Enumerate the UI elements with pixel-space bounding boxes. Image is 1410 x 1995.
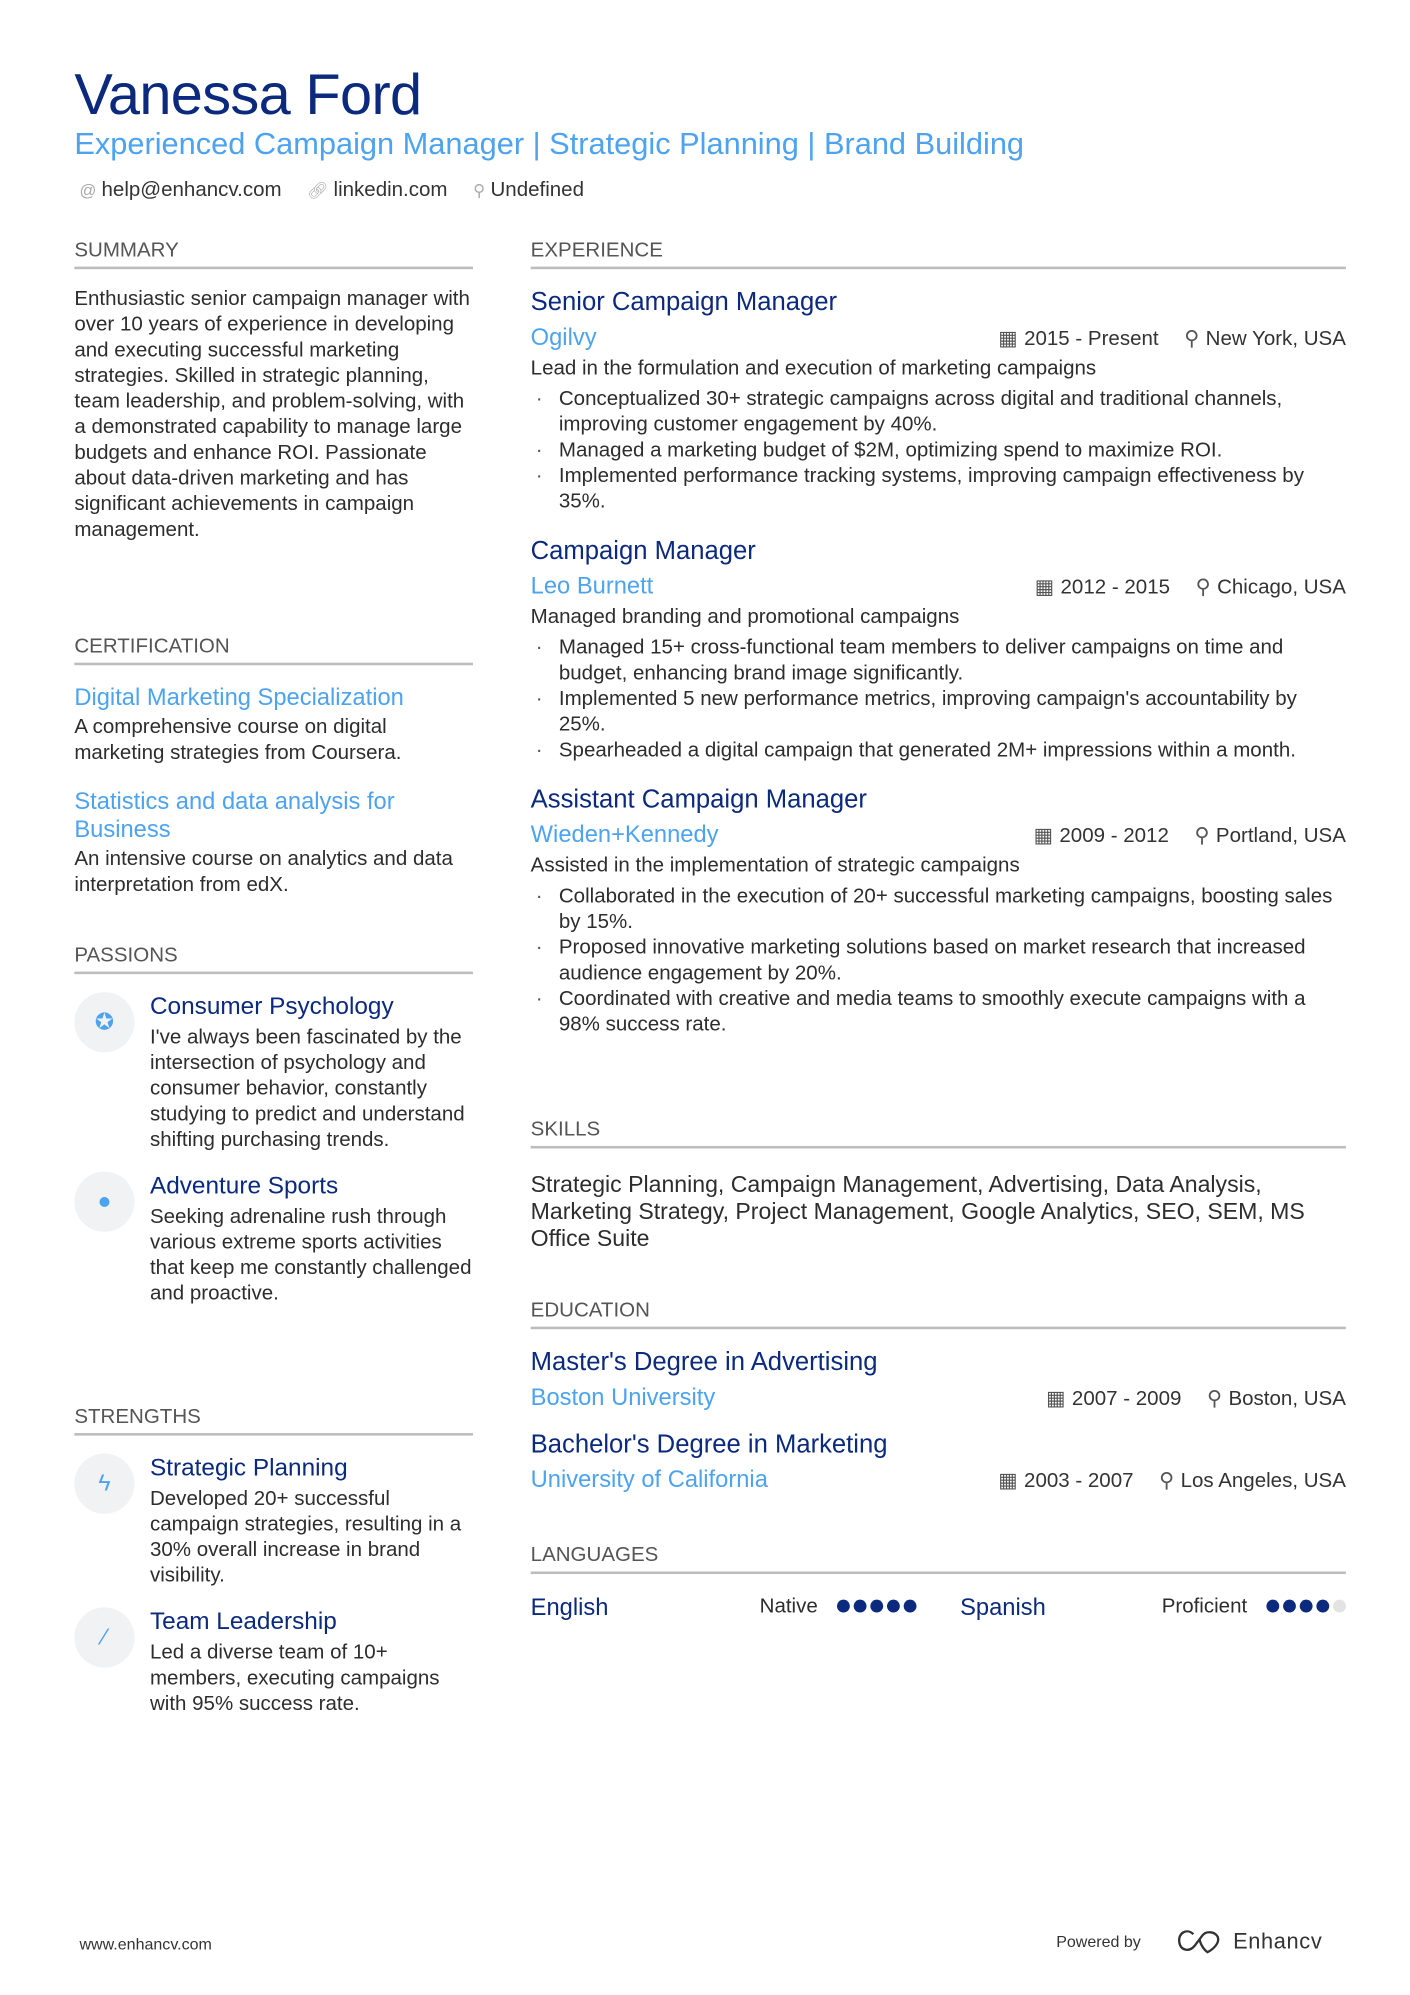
language-rating <box>1263 1596 1346 1619</box>
skills-text: Strategic Planning, Campaign Management, Advertising, Data Analysis, Marketing Strategy, Project Management, Google Analytics, SEO, SEM, MS Office Suite <box>530 1171 1305 1252</box>
education-meta <box>1046 1386 1346 1412</box>
footer-powered: Powered by <box>1056 1932 1141 1951</box>
language-level: Native <box>759 1595 818 1618</box>
school-name: University of California <box>530 1465 768 1493</box>
job-dates: ▦ 2015 - Present <box>998 328 1159 350</box>
certification-desc: A comprehensive course on digital marketing strategies from Coursera. <box>74 716 402 764</box>
education-entry <box>531 1347 1346 1411</box>
job-bullet: · Conceptualized 30+ strategic campaigns across digital and traditional channels, improving customer engagement by 40%. <box>531 387 1346 438</box>
link-icon: 🔗︎ <box>307 180 329 200</box>
contact-list <box>79 179 584 202</box>
certification-title: Digital Marketing Specialization <box>74 683 404 711</box>
degree-title: Master's Degree in Advertising <box>530 1348 878 1377</box>
summary-text: Enthusiastic senior campaign manager with over 10 years of experience in developing and executing successful marketing strategies. Skilled in strategic planning, team leadership, and problem-solving, with a demonstrated capability to manage large budgets and enhance ROI. Passionate about data-driven marketing and has significant achievements in campaign management. <box>74 288 470 541</box>
rating-dot <box>870 1600 883 1613</box>
passion-desc: I've always been fascinated by the intersection of psychology and consumer behavior, constantly studying to predict and understand shifting purchasing trends. <box>149 1026 465 1152</box>
job-meta <box>998 326 1346 352</box>
job-title: Assistant Campaign Manager <box>530 785 867 814</box>
job-bullet: · Collaborated in the execution of 20+ successful marketing campaigns, boosting sales by 15%. <box>531 884 1346 935</box>
language-level: Proficient <box>1161 1595 1248 1618</box>
job-location: ⚲ Portland, USA <box>1194 825 1346 848</box>
strength-title: Strategic Planning <box>149 1454 348 1482</box>
location-icon: ⚲ <box>1184 328 1200 350</box>
summary-section <box>74 240 473 544</box>
education-location: ⚲ Boston, USA <box>1207 1388 1346 1410</box>
enhancv-logo <box>1177 1929 1323 1955</box>
education-dates: ▦ 2007 - 2009 <box>1046 1388 1182 1410</box>
passion-desc: Seeking adrenaline rush through various extreme sports activities that keep me constantly challenged and proactive. <box>149 1206 472 1305</box>
location-icon: ⚲ <box>1194 825 1210 848</box>
job-bullet: · Implemented performance tracking systems, improving campaign effectiveness by 35%. <box>531 464 1346 515</box>
section-heading: LANGUAGES <box>531 1545 1346 1574</box>
language-item <box>960 1592 1346 1623</box>
experience-section <box>531 240 1346 1059</box>
job-meta <box>1034 823 1346 849</box>
calendar-icon: ▦ <box>998 1470 1018 1493</box>
job-dates: ▦ 2012 - 2015 <box>1034 576 1171 599</box>
location-icon: ⚲ <box>1159 1470 1175 1493</box>
job-meta <box>1035 574 1346 600</box>
rating-dot <box>837 1600 850 1613</box>
contact-location: ⚲ Undefined <box>473 179 585 202</box>
rating-dot <box>887 1600 900 1613</box>
rating-dot <box>1316 1600 1329 1613</box>
award-icon: ✪ <box>74 992 134 1052</box>
location-icon: ⚲ <box>1207 1388 1223 1410</box>
passion-title: Consumer Psychology <box>149 993 394 1021</box>
education-location: ⚲ Los Angeles, USA <box>1159 1470 1346 1493</box>
section-heading: PASSIONS <box>74 945 473 974</box>
language-rating <box>833 1596 916 1619</box>
job-bullet: · Proposed innovative marketing solutions based on market research that increased audience engagement by 20%. <box>531 936 1346 987</box>
job-meta-row <box>531 572 1346 600</box>
education-section <box>531 1300 1346 1511</box>
footer-site[interactable]: www.enhancv.com <box>79 1935 212 1954</box>
section-heading: EDUCATION <box>531 1300 1346 1329</box>
contact-email[interactable]: @ help@enhancv.com <box>79 179 282 202</box>
job-title: Campaign Manager <box>530 537 756 566</box>
contact-linkedin[interactable]: 🔗︎ linkedin.com <box>307 179 448 202</box>
passion-title: Adventure Sports <box>149 1172 339 1200</box>
section-heading: SKILLS <box>531 1119 1346 1148</box>
job-meta-row <box>531 820 1346 848</box>
at-icon: @ <box>79 180 97 200</box>
certification-section <box>74 636 473 899</box>
strength-desc: Led a diverse team of 10+ members, executing campaigns with 95% success rate. <box>149 1641 440 1716</box>
job-dates: ▦ 2009 - 2012 <box>1033 825 1169 848</box>
job-entry <box>531 536 1346 764</box>
company-name: Wieden+Kennedy <box>530 820 719 848</box>
head-icon: ● <box>74 1172 134 1232</box>
skills-section <box>531 1119 1346 1252</box>
languages-section <box>531 1545 1346 1623</box>
job-entry <box>531 287 1346 515</box>
passion-item <box>74 992 473 1154</box>
location-icon: ⚲ <box>1195 576 1211 599</box>
section-heading: STRENGTHS <box>74 1406 473 1435</box>
job-bullet: · Implemented 5 new performance metrics, improving campaign's accountability by 25%. <box>531 687 1346 738</box>
certification-title: Statistics and data analysis for Business <box>74 787 395 843</box>
candidate-name: Vanessa Ford <box>74 61 422 127</box>
certification-item <box>74 787 473 899</box>
language-item <box>531 1592 917 1623</box>
job-bullet: · Managed a marketing budget of $2M, optimizing spend to maximize ROI. <box>531 438 1346 464</box>
section-heading: CERTIFICATION <box>74 636 473 665</box>
strength-item <box>74 1607 473 1717</box>
strength-desc: Developed 20+ successful campaign strategies, resulting in a 30% overall increase in brand visibility. <box>149 1488 462 1587</box>
education-dates: ▦ 2003 - 2007 <box>998 1470 1134 1493</box>
calendar-icon: ▦ <box>1033 825 1053 848</box>
company-name: Ogilvy <box>530 323 597 350</box>
section-heading: EXPERIENCE <box>531 240 1346 269</box>
job-title: Senior Campaign Manager <box>530 288 838 317</box>
location-icon: ⚲ <box>473 180 486 200</box>
job-location: ⚲ New York, USA <box>1184 328 1346 350</box>
rating-dot <box>1333 1600 1346 1613</box>
school-name: Boston University <box>530 1383 716 1410</box>
job-bullets <box>531 387 1346 515</box>
section-heading: SUMMARY <box>74 240 473 269</box>
job-meta-row <box>531 323 1346 351</box>
strength-item <box>74 1454 473 1590</box>
calendar-icon: ▦ <box>1034 576 1055 599</box>
job-description: Assisted in the implementation of strategic campaigns <box>530 854 1020 877</box>
strengths-section <box>74 1406 473 1735</box>
strength-title: Team Leadership <box>149 1608 337 1636</box>
job-bullet: · Spearheaded a digital campaign that generated 2M+ impressions within a month. <box>531 738 1346 764</box>
bolt-icon: ϟ <box>74 1454 134 1514</box>
wand-icon: ⁄ <box>74 1607 134 1667</box>
company-name: Leo Burnett <box>530 571 654 599</box>
degree-title: Bachelor's Degree in Marketing <box>530 1430 888 1459</box>
job-entry <box>531 784 1346 1038</box>
rating-dot <box>854 1600 867 1613</box>
certification-item <box>74 683 473 766</box>
education-entry <box>531 1429 1346 1493</box>
rating-dot <box>1300 1600 1313 1613</box>
job-bullet: · Managed 15+ cross-functional team members to deliver campaigns on time and budget, enhancing brand image significantly. <box>531 636 1346 687</box>
rating-dot <box>1266 1600 1279 1613</box>
job-description: Managed branding and promotional campaigns <box>530 606 960 629</box>
brand-name: Enhancv <box>1233 1929 1323 1954</box>
language-name: Spanish <box>960 1593 1046 1621</box>
rating-dot <box>904 1600 917 1613</box>
calendar-icon: ▦ <box>1046 1388 1066 1410</box>
job-bullets <box>531 884 1346 1038</box>
education-meta <box>998 1468 1346 1494</box>
job-location: ⚲ Chicago, USA <box>1195 576 1346 599</box>
certification-desc: An intensive course on analytics and data interpretation from edX. <box>74 848 453 896</box>
job-description: Lead in the formulation and execution of marketing campaigns <box>530 357 1097 380</box>
infinity-logo-icon <box>1177 1929 1223 1955</box>
job-bullet: · Coordinated with creative and media teams to smoothly execute campaigns with a 98% success rate. <box>531 987 1346 1038</box>
calendar-icon: ▦ <box>998 328 1018 350</box>
job-bullets <box>531 636 1346 764</box>
rating-dot <box>1283 1600 1296 1613</box>
passions-section <box>74 945 473 1326</box>
language-name: English <box>530 1593 609 1621</box>
candidate-title: Experienced Campaign Manager | Strategic Planning | Brand Building <box>74 126 1025 162</box>
passion-item <box>74 1172 473 1308</box>
